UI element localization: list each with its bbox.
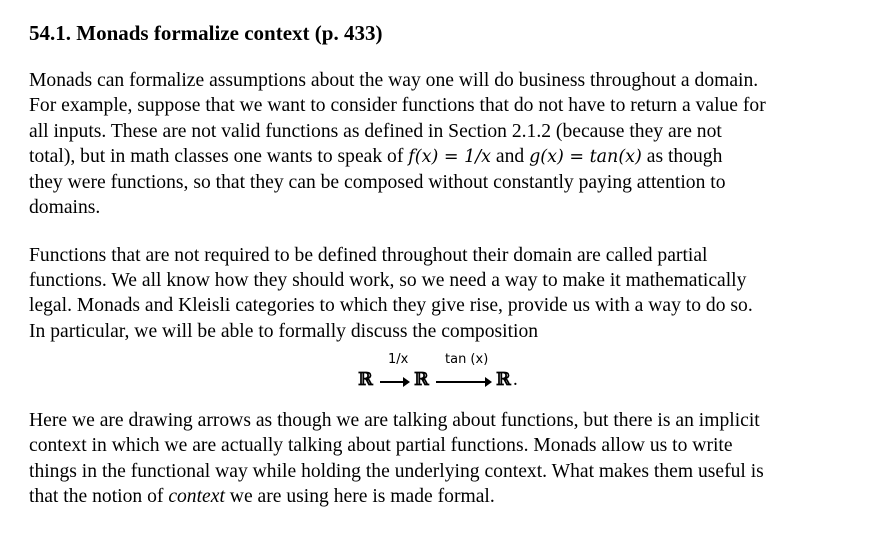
text-line: things in the functional way while holding the underlying context. What makes them useful is: [29, 460, 764, 482]
text-line: functions. We all know how they should work, so we need a way to make it mathematically: [29, 270, 747, 292]
arrow-label-reciprocal: 1/x: [388, 351, 409, 367]
text-line: Functions that are not required to be defined throughout their domain are called partial: [29, 244, 708, 266]
arrow-icon: [436, 381, 490, 383]
text-line: they were functions, so that they can be composed without constantly paying attention to: [29, 172, 726, 194]
text-fragment: and: [490, 145, 530, 167]
text-fragment: we are using here is made formal.: [224, 485, 495, 507]
composition-display-equation: [29, 344, 859, 408]
math-g-definition: g(x) = tan(x): [529, 146, 642, 167]
text-line: legal. Monads and Kleisli categories to which they give rise, provide us with a way to do so.: [29, 295, 753, 317]
equation-period: .: [513, 368, 518, 390]
paragraph-implicit-context: [29, 408, 859, 509]
text-line: Monads can formalize assumptions about the way one will do business throughout a domain.: [29, 70, 759, 91]
text-line: that the notion of: [29, 485, 169, 507]
text-line: Here we are drawing arrows as though we are talking about functions, but there is an implicit: [29, 409, 760, 431]
section-heading: 54.1. Monads formalize context (p. 433): [29, 21, 383, 45]
text-line: total), but in math classes one wants to speak of: [29, 145, 409, 167]
text-fragment: as though: [641, 145, 723, 167]
arrow-label-tan: tan (x): [445, 351, 489, 367]
paragraph-monads-intro: [29, 68, 859, 221]
emphasis-context: context: [168, 485, 225, 507]
text-line: all inputs. These are not valid functions as defined in Section 2.1.2 (because they are not: [29, 120, 722, 142]
text-line: context in which we are actually talking about partial functions. Monads allow us to write: [29, 435, 733, 457]
arrow-icon: [380, 381, 408, 383]
text-line: domains.: [29, 197, 101, 219]
reals-symbol: ℝ: [358, 368, 373, 390]
reals-symbol: ℝ: [496, 368, 511, 390]
paragraph-partial-functions: [29, 243, 859, 344]
text-line: In particular, we will be able to formally discuss the composition: [29, 320, 539, 342]
document-page: [29, 18, 859, 509]
text-line: For example, suppose that we want to consider functions that do not have to return a value for: [29, 95, 766, 117]
math-f-definition: f(x) = 1/x: [408, 146, 491, 167]
reals-symbol: ℝ: [414, 368, 429, 390]
